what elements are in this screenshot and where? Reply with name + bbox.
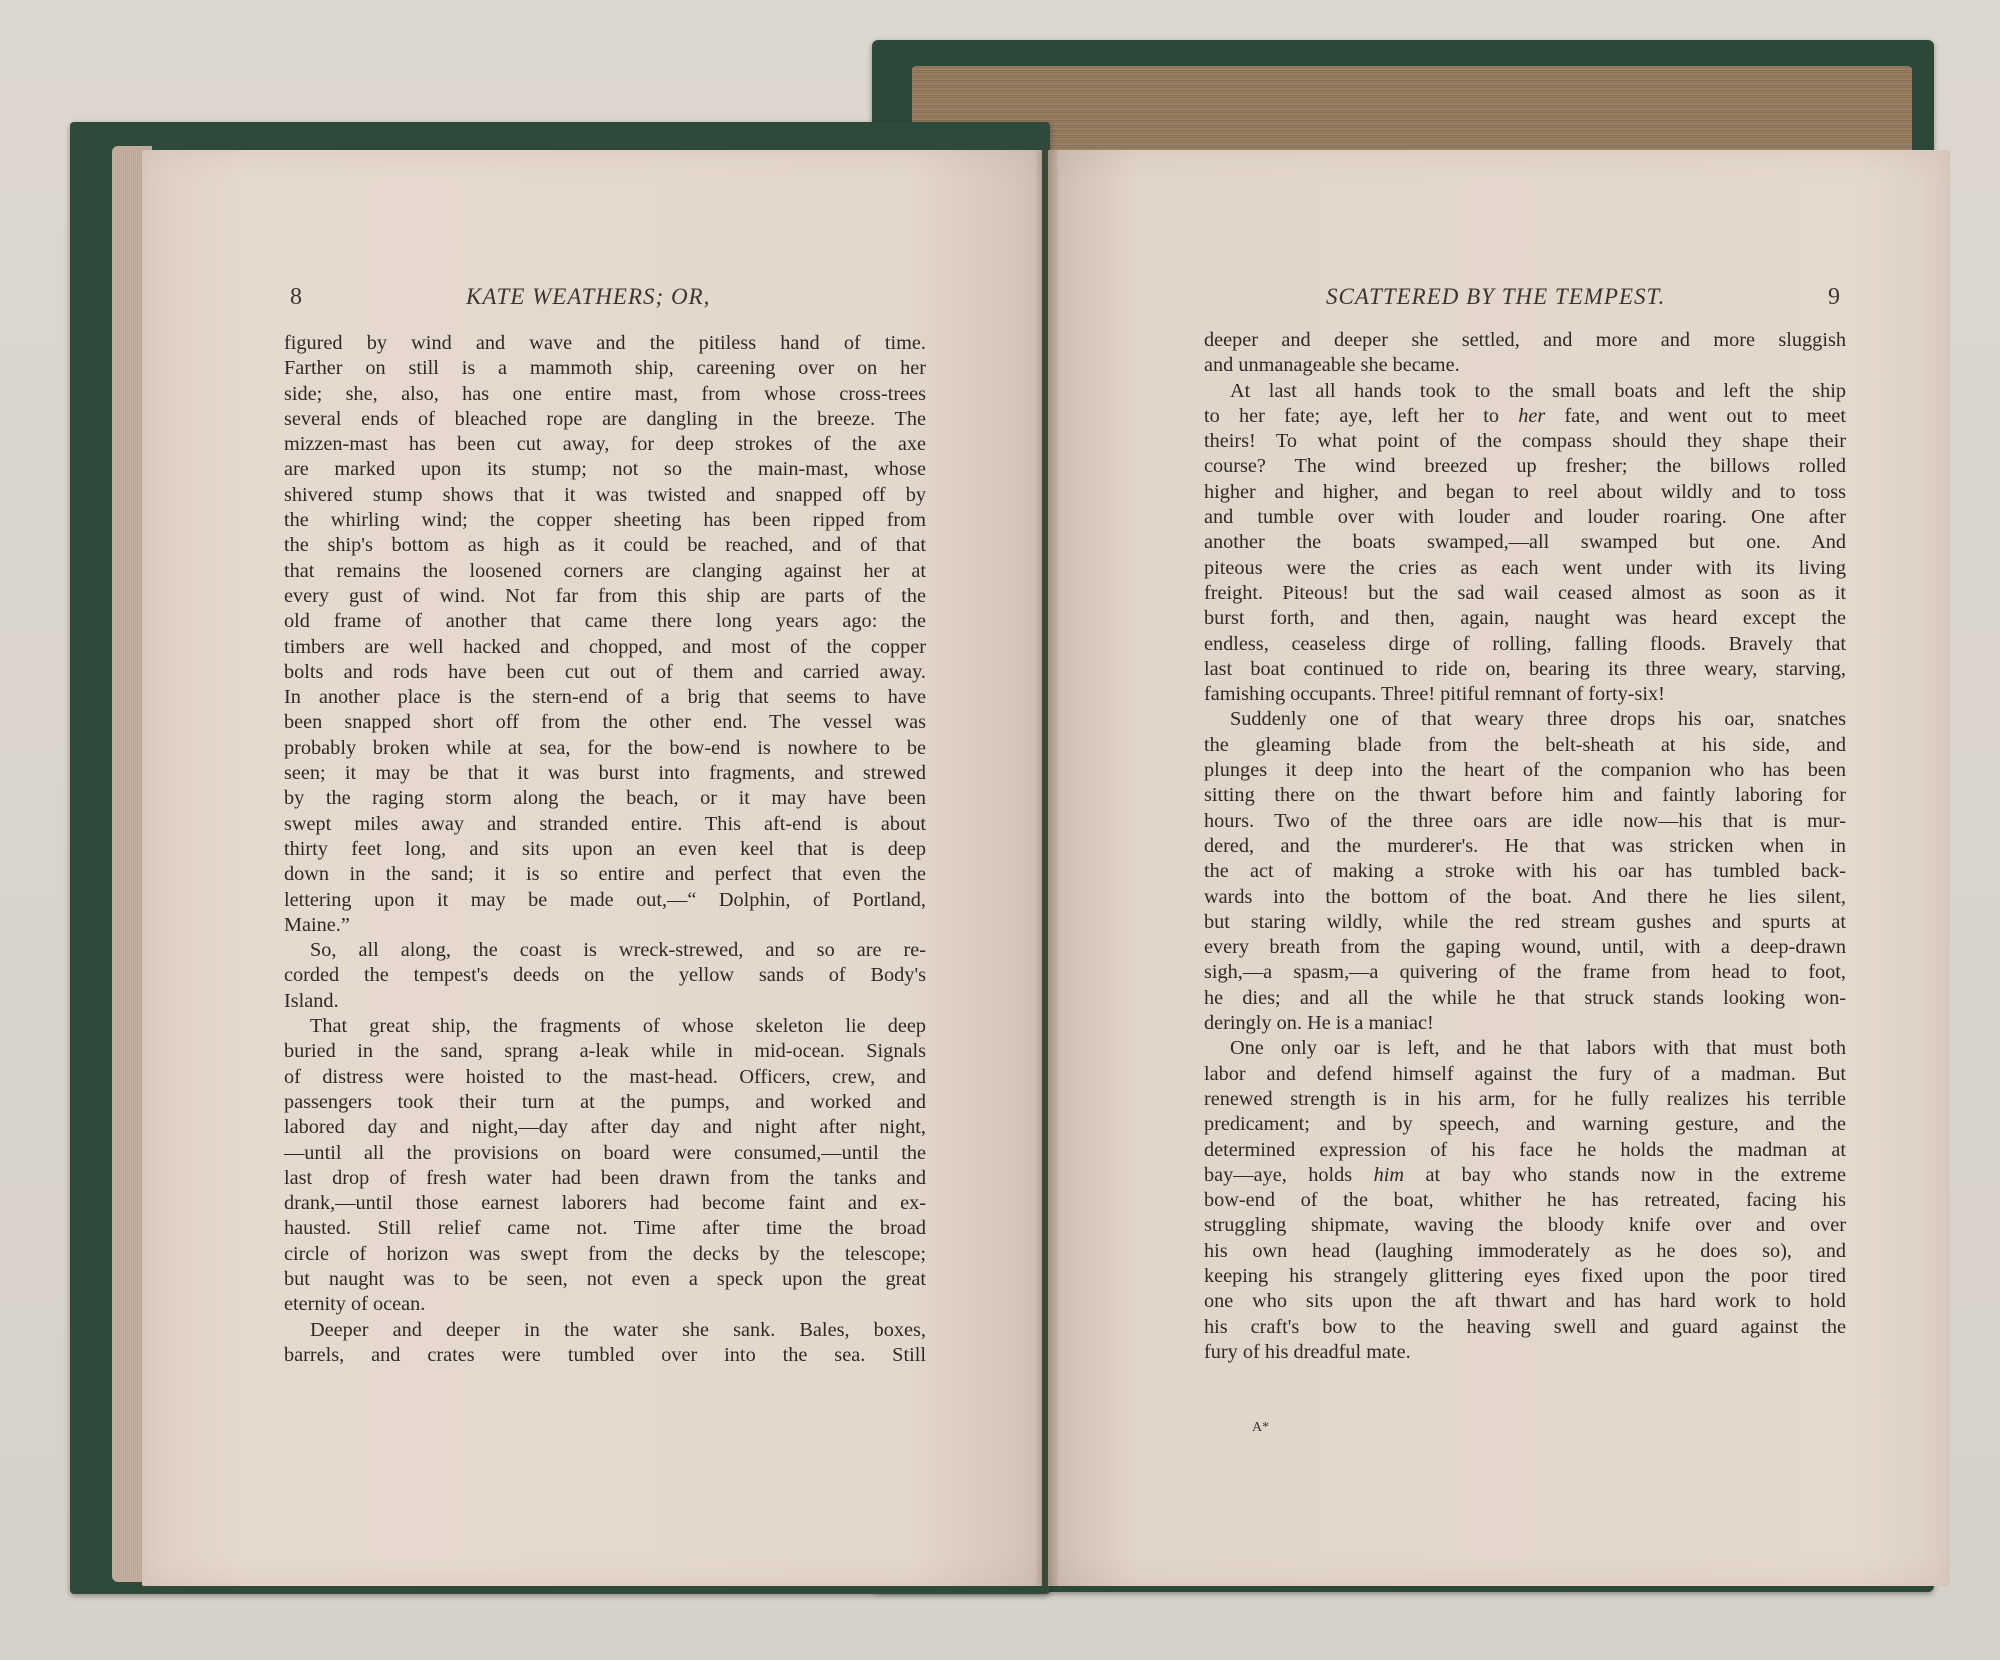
text-line: barrels, and crates were tumbled over into the sea. Still (284, 1343, 926, 1366)
text-line: —until all the provisions on board were consumed,—until the (284, 1141, 926, 1164)
text-line: dered, and the murderer's. He that was stricken when in (1204, 834, 1846, 857)
text-line: determined expression of his face he holds the madman at (1204, 1138, 1846, 1161)
right-folio: 9 (1828, 284, 1840, 310)
text-line: several ends of bleached rope are dangling in the breeze. The (284, 407, 926, 430)
text-line: seen; it may be that it was burst into fragments, and strewed (284, 762, 926, 785)
text-line: eternity of ocean. (284, 1293, 426, 1316)
gutter (1036, 150, 1058, 1586)
left-text-block (284, 331, 926, 1368)
text-line: circle of horizon was swept from the decks by the telescope; (284, 1242, 926, 1265)
text-line: renewed strength is in his arm, for he fully realizes his terrible (1204, 1087, 1846, 1110)
text-line: drank,—until those earnest laborers had become faint and ex- (284, 1192, 926, 1215)
text-line: That great ship, the fragments of whose skeleton lie deep (310, 1015, 926, 1038)
text-line: bay—aye, holds him at bay who stands now in the extreme (1204, 1163, 1847, 1186)
text-line: Farther on still is a mammoth ship, careening over on her (284, 357, 926, 380)
text-line: hours. Two of the three oars are idle now—his that is mur- (1204, 809, 1846, 832)
text-line: figured by wind and wave and the pitiless hand of time. (284, 332, 926, 354)
right-text-block (1204, 328, 1846, 1365)
text-line: probably broken while at sea, for the bow-end is nowhere to be (284, 736, 926, 759)
text-line: one who sits upon the aft thwart and has hard work to hold (1204, 1290, 1846, 1313)
text-line: been snapped short off from the other end. The vessel was (284, 711, 926, 734)
text-line: course? The wind breezed up fresher; the billows rolled (1204, 455, 1846, 478)
text-line: by the raging storm along the beach, or it may have been (284, 787, 926, 810)
text-line: bolts and rods have been cut out of them and carried away. (284, 660, 926, 683)
text-line: but naught was to be seen, not even a speck upon the great (284, 1267, 926, 1290)
text-line: that remains the loosened corners are clanging against her at (284, 559, 926, 582)
text-line: burst forth, and then, again, naught was heard except the (1204, 607, 1846, 630)
text-line: but staring wildly, while the red stream gushes and spurts at (1204, 910, 1846, 933)
text-line: One only oar is left, and he that labors with that must both (1230, 1037, 1846, 1060)
text-line: fury of his dreadful mate. (1204, 1340, 1411, 1363)
text-line: the act of making a stroke with his oar has tumbled back- (1204, 860, 1846, 883)
text-line: the ship's bottom as high as it could be reached, and of that (284, 534, 926, 557)
text-line: thirty feet long, and sits upon an even keel that is deep (284, 837, 926, 860)
text-line: Deeper and deeper in the water she sank. Bales, boxes, (310, 1318, 926, 1341)
text-line: and tumble over with louder and louder roaring. One after (1204, 506, 1846, 529)
text-line: sitting there on the thwart before him and faintly laboring for (1204, 784, 1846, 807)
text-line: every breath from the gaping wound, until, with a deep-drawn (1204, 936, 1846, 959)
text-line: timbers are well hacked and chopped, and most of the copper (284, 635, 926, 658)
text-line: higher and higher, and began to reel about wildly and to toss (1204, 480, 1846, 503)
text-line: struggling shipmate, waving the bloody knife over and over (1204, 1214, 1846, 1237)
text-line: labor and defend himself against the fury of a madman. But (1204, 1062, 1846, 1085)
text-line: endless, ceaseless dirge of rolling, falling floods. Bravely that (1204, 632, 1846, 655)
text-line: bow-end of the boat, whither he has retreated, facing his (1204, 1189, 1846, 1212)
text-line: are marked upon its stump; not so the main-mast, whose (284, 458, 926, 481)
text-line: the gleaming blade from the belt-sheath at his side, and (1204, 733, 1846, 756)
text-line: of distress were hoisted to the mast-head. Officers, crew, and (284, 1065, 926, 1088)
text-line: to her fate; aye, left her to her fate, and went out to meet (1204, 404, 1846, 427)
left-running-head: KATE WEATHERS; OR, (466, 284, 711, 309)
text-line: side; she, also, has one entire mast, from whose cross-trees (284, 382, 926, 405)
text-line: Maine.” (284, 913, 350, 936)
text-line: his craft's bow to the heaving swell and guard against the (1204, 1315, 1846, 1338)
text-line: passengers took their turn at the pumps, and worked and (284, 1090, 926, 1113)
text-line: At last all hands took to the small boats and left the ship (1230, 379, 1846, 402)
text-line: buried in the sand, sprang a-leak while in mid-ocean. Signals (284, 1040, 926, 1063)
text-line: hausted. Still relief came not. Time after time the broad (284, 1217, 926, 1240)
page-edges (912, 66, 1912, 158)
text-line: famishing occupants. Three! pitiful remnant of forty-six! (1204, 683, 1665, 706)
text-line: down in the sand; it is so entire and perfect that even the (284, 863, 926, 886)
text-line: every gust of wind. Not far from this ship are parts of the (284, 584, 926, 607)
text-line: deringly on. He is a maniac! (1204, 1012, 1434, 1035)
text-line: swept miles away and stranded entire. This aft-end is about (284, 812, 926, 835)
text-line: shivered stump shows that it was twisted and snapped off by (284, 483, 926, 506)
text-line: old frame of another that came there long years ago: the (284, 610, 926, 633)
signature-mark: A* (1252, 1420, 1270, 1435)
text-line: In another place is the stern-end of a brig that seems to have (284, 686, 926, 709)
text-line: freight. Piteous! but the sad wail ceased almost as soon as it (1204, 581, 1846, 604)
text-line: Suddenly one of that weary three drops his oar, snatches (1230, 708, 1846, 731)
text-line: plunges it deep into the heart of the companion who has been (1204, 759, 1846, 782)
text-line: sigh,—a spasm,—a quivering of the frame from head to foot, (1204, 961, 1846, 984)
text-line: the whirling wind; the copper sheeting has been ripped from (284, 509, 926, 532)
text-line: labored day and night,—day after day and night after night, (284, 1116, 926, 1139)
right-running-head: SCATTERED BY THE TEMPEST. (1326, 284, 1666, 309)
text-line: So, all along, the coast is wreck-strewed, and so are re- (310, 939, 926, 962)
text-line: deeper and deeper she settled, and more and more sluggish (1204, 329, 1846, 351)
text-line: another the boats swamped,—all swamped but one. And (1204, 531, 1846, 554)
text-line: lettering upon it may be made out,—“ Dolphin, of Portland, (284, 888, 926, 911)
text-line: and unmanageable she became. (1204, 354, 1460, 377)
text-line: Island. (284, 989, 339, 1012)
text-line: his own head (laughing immoderately as he does so), and (1204, 1239, 1846, 1262)
left-folio: 8 (290, 284, 302, 310)
text-line: last boat continued to ride on, bearing its three weary, starving, (1204, 657, 1846, 680)
text-line: wards into the bottom of the boat. And there he lies silent, (1204, 885, 1846, 908)
text-line: theirs! To what point of the compass should they shape their (1204, 430, 1846, 453)
text-line: last drop of fresh water had been drawn from the tanks and (284, 1166, 926, 1189)
text-line: predicament; and by speech, and warning gesture, and the (1204, 1113, 1846, 1136)
text-line: mizzen-mast has been cut away, for deep strokes of the axe (284, 433, 926, 456)
text-line: piteous were the cries as each went under with its living (1204, 556, 1846, 579)
text-line: corded the tempest's deeds on the yellow sands of Body's (284, 964, 926, 987)
text-line: keeping his strangely glittering eyes fixed upon the poor tired (1204, 1264, 1846, 1287)
text-line: he dies; and all the while he that struck stands looking won- (1204, 986, 1846, 1009)
